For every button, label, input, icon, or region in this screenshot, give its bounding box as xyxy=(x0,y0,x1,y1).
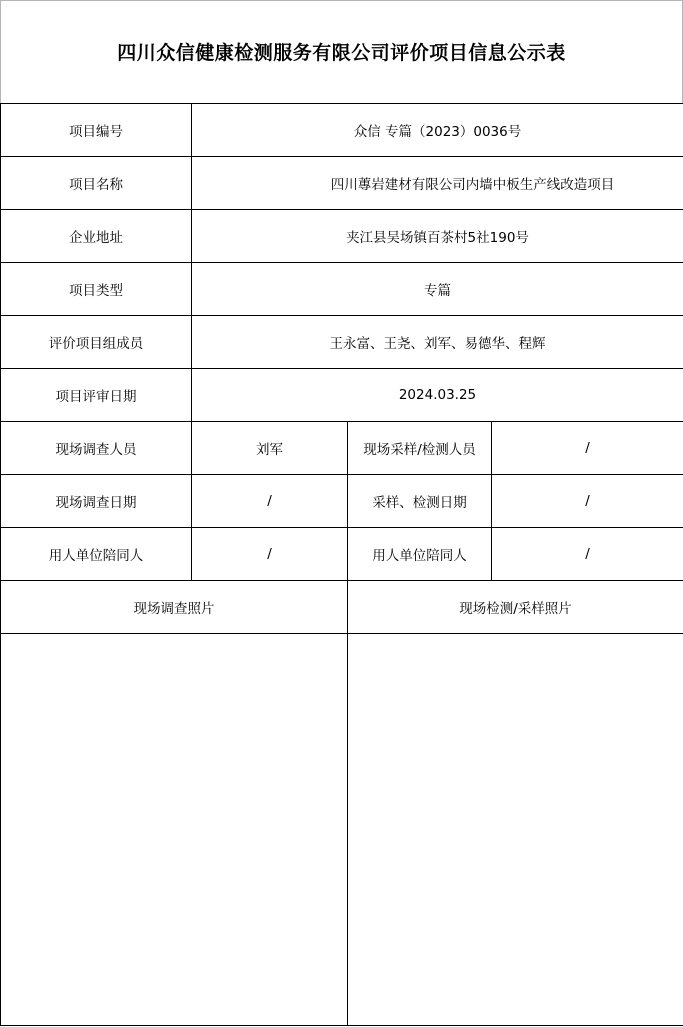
label-project-name: 项目名称 xyxy=(1,157,192,210)
survey-photo-area xyxy=(1,634,348,1026)
table-row xyxy=(1,157,683,210)
value-company-address: 夹江县吴场镇百茶村5社190号 xyxy=(192,210,683,263)
sampling-photo-area xyxy=(348,634,683,1026)
info-table xyxy=(0,103,683,1026)
table-row xyxy=(1,581,683,634)
label-escort-person-2: 用人单位陪同人 xyxy=(348,528,492,581)
table-row xyxy=(1,634,683,1026)
label-team-members: 评价项目组成员 xyxy=(1,316,192,369)
table-row xyxy=(1,475,683,528)
label-survey-date: 现场调查日期 xyxy=(1,475,192,528)
value-survey-date: / xyxy=(192,475,348,528)
table-row xyxy=(1,316,683,369)
label-survey-staff: 现场调查人员 xyxy=(1,422,192,475)
value-escort-person-2: / xyxy=(492,528,683,581)
table-row xyxy=(1,528,683,581)
value-survey-staff: 刘军 xyxy=(192,422,348,475)
table-row xyxy=(1,263,683,316)
title-area xyxy=(0,0,683,103)
label-escort-person: 用人单位陪同人 xyxy=(1,528,192,581)
label-sampling-photos: 现场检测/采样照片 xyxy=(348,581,683,634)
value-sampling-date: / xyxy=(492,475,683,528)
value-project-name: 四川蓴岩建材有限公司内墙中板生产线改造项目 xyxy=(192,157,683,210)
label-survey-photos: 现场调查照片 xyxy=(1,581,348,634)
label-sampling-staff: 现场采样/检测人员 xyxy=(348,422,492,475)
label-review-date: 项目评审日期 xyxy=(1,369,192,422)
label-sampling-date: 采样、检测日期 xyxy=(348,475,492,528)
page-title: 四川众信健康检测服务有限公司评价项目信息公示表 xyxy=(117,41,566,64)
value-sampling-staff: / xyxy=(492,422,683,475)
table-row xyxy=(1,210,683,263)
value-team-members: 王永富、王尧、刘军、易德华、程辉 xyxy=(192,316,683,369)
table-row xyxy=(1,369,683,422)
value-review-date: 2024.03.25 xyxy=(192,369,683,422)
value-project-type: 专篇 xyxy=(192,263,683,316)
table-row xyxy=(1,422,683,475)
value-escort-person: / xyxy=(192,528,348,581)
label-project-number: 项目编号 xyxy=(1,104,192,157)
value-project-number: 众信 专篇（2023）0036号 xyxy=(192,104,683,157)
label-company-address: 企业地址 xyxy=(1,210,192,263)
label-project-type: 项目类型 xyxy=(1,263,192,316)
table-row xyxy=(1,104,683,157)
